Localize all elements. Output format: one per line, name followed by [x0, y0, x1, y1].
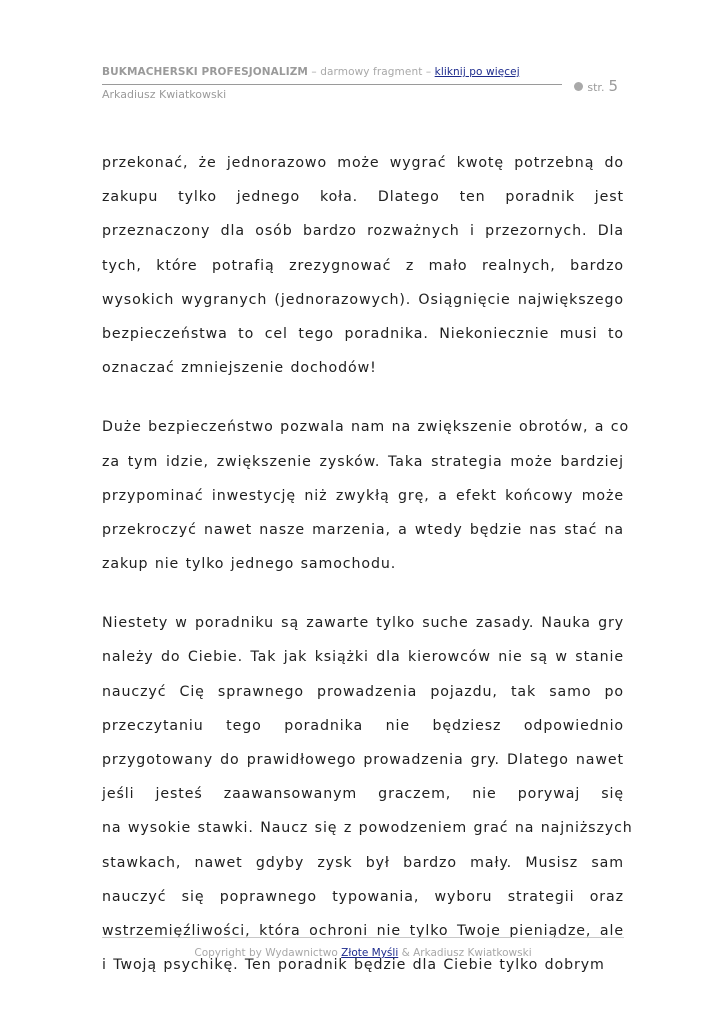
header-author: Arkadiusz Kwiatkowski — [102, 88, 227, 101]
text-line: nauczyć Cię sprawnego prowadzenia pojazdu, tak samo po — [102, 683, 624, 700]
header-divider — [102, 84, 562, 85]
text-line: na wysokie stawki. Naucz się z powodzeniem grać na najniższych — [102, 820, 633, 837]
bullet-icon — [574, 82, 583, 91]
text-line: przekroczyć nawet nasze marzenia, a wtedy będzie nas stać na — [102, 521, 624, 538]
page-label: str. — [587, 81, 605, 94]
text-line: zakupu tylko jednego koła. Dlatego ten poradnik jest — [102, 189, 624, 206]
text-line: nauczyć się poprawnego typowania, wyboru strategii oraz — [102, 888, 624, 905]
text-line: przeczytaniu tego poradnika nie będziesz odpowiednio — [102, 717, 624, 734]
text-line: należy do Ciebie. Tak jak książki dla kierowców nie są w stanie — [102, 649, 624, 666]
text-line: jeśli jesteś zaawansowanym graczem, nie porywaj się — [102, 786, 624, 803]
text-line: przygotowany do prawidłowego prowadzenia gry. Dlatego nawet — [102, 752, 624, 768]
document-body — [102, 146, 633, 1007]
page-number: 5 — [608, 77, 618, 95]
text-line: tych, które potrafią zrezygnować z mało realnych, bardzo — [102, 257, 624, 274]
text-line: Niestety w poradniku są zawarte tylko suche zasady. Nauka gry — [102, 615, 624, 632]
text-line: i Twoją psychikę. Ten poradnik będzie dla Ciebie tylko dobrym — [102, 957, 605, 974]
footer-copyright — [102, 947, 624, 959]
text-line: przekonać, że jednorazowo może wygrać kwotę potrzebną do — [102, 155, 624, 171]
fragment-label: darmowy fragment — [320, 66, 423, 78]
page-indicator — [574, 77, 618, 95]
text-line: stawkach, nawet gdyby zysk był bardzo mały. Musisz sam — [102, 854, 624, 871]
header-title-line — [102, 66, 520, 78]
text-line: przeznaczony dla osób bardzo rozważnych i przezornych. Dla — [102, 223, 624, 240]
text-line: wysokich wygranych (jednorazowych). Osiągnięcie największego — [102, 291, 624, 308]
publisher-link[interactable]: Złote Myśli — [341, 947, 399, 959]
footer-suffix: & Arkadiusz Kwiatkowski — [398, 947, 532, 959]
text-line: przypominać inwestycję niż zwykłą grę, a efekt końcowy może — [102, 487, 624, 504]
more-link[interactable]: kliknij po więcej — [434, 66, 520, 78]
text-line: zakup nie tylko jednego samochodu. — [102, 556, 397, 573]
book-title: BUKMACHERSKI PROFESJONALIZM — [102, 66, 308, 78]
paragraph — [102, 146, 624, 385]
page-header — [102, 58, 624, 108]
text-line: oznaczać zmniejszenie dochodów! — [102, 360, 377, 377]
page-footer — [102, 937, 624, 959]
text-line: Duże bezpieczeństwo pozwala nam na zwiększenie obrotów, a co — [102, 419, 630, 436]
text-line: bezpieczeństwa to cel tego poradnika. Niekoniecznie musi to — [102, 325, 624, 342]
header-separator: – — [307, 66, 321, 78]
footer-divider — [102, 937, 624, 938]
text-line: wstrzemięźliwości, która ochroni nie tylko Twoje pieniądze, ale — [102, 922, 624, 939]
text-line: za tym idzie, zwiększenie zysków. Taka strategia może bardziej — [102, 453, 624, 470]
paragraph — [102, 606, 633, 982]
paragraph — [102, 410, 630, 581]
footer-prefix: Copyright by Wydawnictwo — [194, 947, 342, 959]
header-separator: – — [422, 66, 435, 78]
